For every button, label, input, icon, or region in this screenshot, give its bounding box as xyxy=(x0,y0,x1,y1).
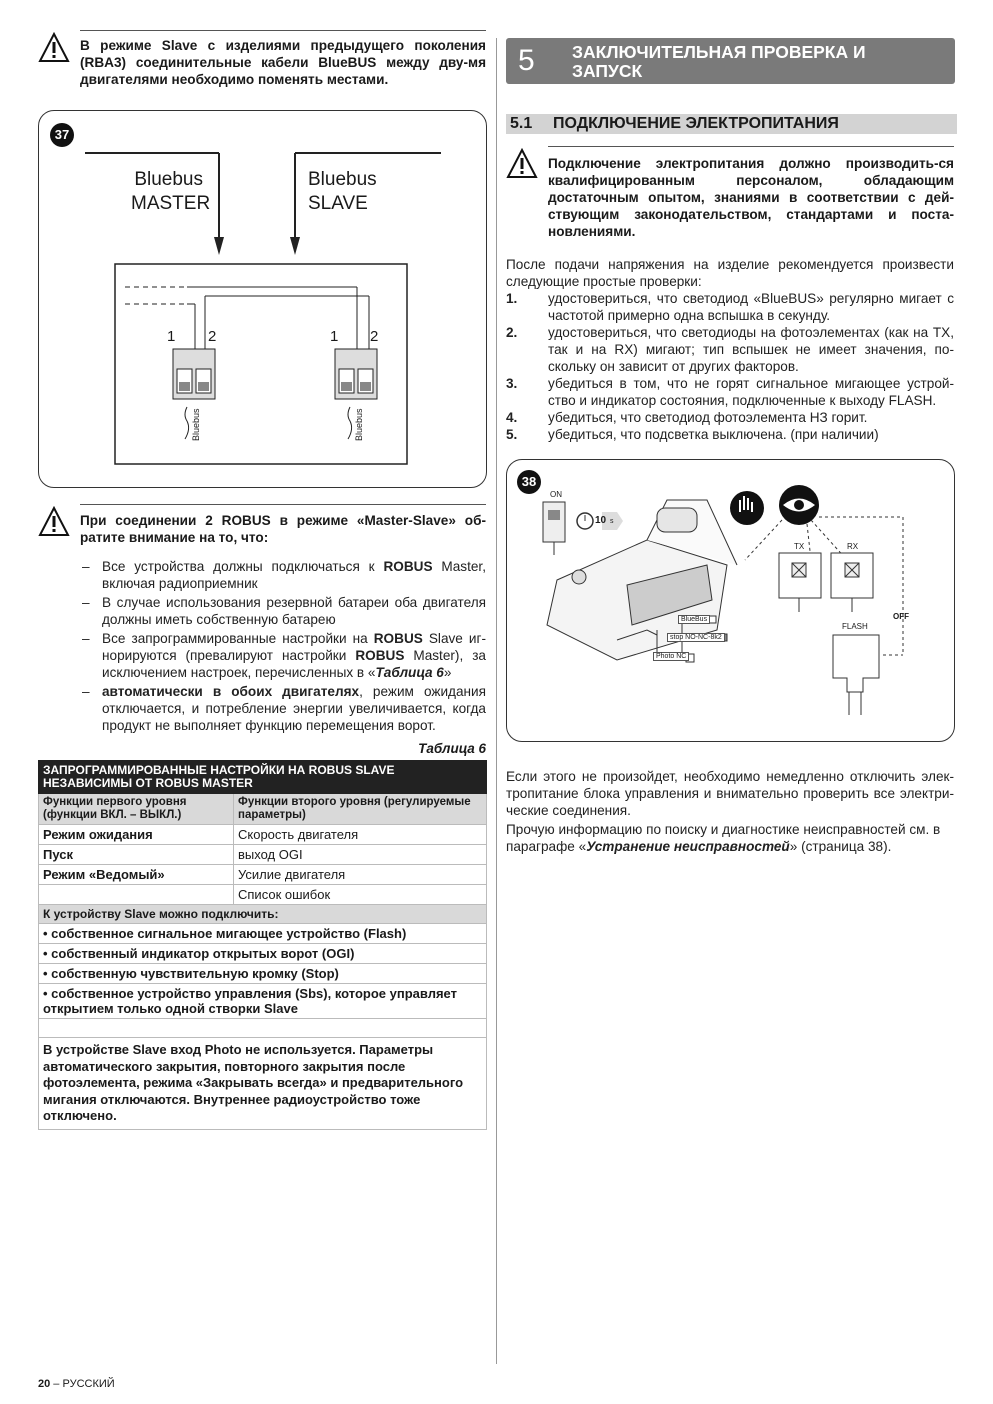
step-text: убедиться, что светодиод фотоэлемента НЗ горит. xyxy=(548,410,868,425)
table-cell: Список ошибок xyxy=(234,885,487,905)
table-row xyxy=(39,865,487,885)
table-6 xyxy=(38,760,487,1130)
startup-check-illustration xyxy=(507,460,954,741)
figure-number-badge: 37 xyxy=(50,123,74,147)
list-item xyxy=(80,630,486,681)
master-label-line1: Bluebus xyxy=(134,169,203,190)
bullet-text: Все устройства должны подключаться к xyxy=(102,559,384,574)
connect-item: • собственный индикатор открытых ворот (OGI) xyxy=(39,944,487,964)
warning-rba3-text: В режиме Slave с изделиями предыдущего поколения (RBA3) соединительные кабели BlueBUS между дву-мя двигателями необходимо поменять местами. xyxy=(80,38,486,87)
bluebus-led-label: BlueBus xyxy=(678,615,710,624)
table-caption: Таблица 6 xyxy=(418,741,486,756)
reference-text: Прочую информацию по поиску и диагностике неисправностей см. в параграфе « xyxy=(506,822,941,854)
list-item xyxy=(506,324,954,375)
list-item xyxy=(80,594,486,628)
connect-item: • собственное устройство управления (Sbs), которое управляет открытием только одной створки Slave xyxy=(39,984,487,1019)
figure-number-badge: 38 xyxy=(517,470,541,494)
connect-item: • собственное сигнальное мигающее устройство (Flash) xyxy=(39,924,487,944)
warning-icon xyxy=(38,32,70,64)
warning-master-slave-text: При соединении 2 ROBUS в режиме «Master-Slave» об-ратите внимание на то, что: xyxy=(80,513,486,545)
spacer-row xyxy=(39,1019,487,1038)
step-text: убедиться, что подсветка выключена. (при наличии) xyxy=(548,427,879,442)
bullet-text: , режим ожидания отключается, и потребление энергии увеличивается, когда продукт не выполняет функцию перемещения ворот. xyxy=(102,684,486,733)
terminal-2-label-slave: 2 xyxy=(370,328,379,345)
step-text: удостовериться, что светодиод «BlueBUS» регулярно мигает с частотой примерно одна вспышка в секунду. xyxy=(548,291,954,323)
bullet-bold: автоматически в обоих двигателях xyxy=(102,684,360,699)
master-label-line2: MASTER xyxy=(131,193,211,214)
bullet-text: В случае использования резервной батареи оба двигателя должны иметь собственную батарею xyxy=(102,595,486,627)
slave-note: В устройстве Slave вход Photo не используется. Параметры автоматического закрытия, повторного закрытия после фотоэлемента, режима «Закрывать всегда» и предварительного мигания отключаются. Внутреннее радиоустройство тоже отключено. xyxy=(39,1038,487,1130)
connect-item: • собственную чувствительную кромку (Stop) xyxy=(39,964,487,984)
slave-label-line1: Bluebus xyxy=(308,169,377,190)
checks-list xyxy=(506,290,954,443)
table-reference: Таблица 6 xyxy=(375,665,444,680)
table-row xyxy=(39,825,487,845)
bullet-text: Все запрограммированные настройки на xyxy=(102,631,374,646)
bullet-bold: ROBUS xyxy=(383,559,433,574)
step-number: 2. xyxy=(506,325,518,340)
table-cell: Режим ожидания xyxy=(39,825,234,845)
slave-label-line2: SLAVE xyxy=(308,193,368,214)
section-5-header xyxy=(506,38,955,84)
top-rule-left xyxy=(80,30,486,31)
checks-intro: После подачи напряжения на изделие рекомендуется произвести следующие простые проверки: xyxy=(506,257,954,289)
list-item xyxy=(506,426,954,443)
step-text: убедиться в том, что не горят сигнальное мигающее устрой-ство и индикатор состояния, подключенные к выходу FLASH. xyxy=(548,376,954,408)
on-label: ON xyxy=(550,490,562,499)
page-language: – РУССКИЙ xyxy=(50,1378,115,1390)
bullet-text: Master, включая радиоприемник xyxy=(102,559,486,591)
table-row xyxy=(39,885,487,905)
page-footer xyxy=(38,1378,115,1390)
timer-unit: s xyxy=(610,518,614,525)
bullet-text: » xyxy=(443,665,452,680)
page-number: 20 xyxy=(38,1378,51,1390)
column-divider xyxy=(496,38,497,1364)
subsection-title: ПОДКЛЮЧЕНИЕ ЭЛЕКТРОПИТАНИЯ xyxy=(553,115,839,132)
terminal-1-label: 1 xyxy=(167,328,176,345)
table-cell: Пуск xyxy=(39,845,234,865)
master-label xyxy=(131,168,211,216)
table-cell: выход OGI xyxy=(234,845,487,865)
list-item xyxy=(506,290,954,324)
step-text: удостовериться, что светодиоды на фотоэлементах (как на TX, так и на RX) мигают; тип вспышек не имеет значения, по-скольку он зависит от других факторов. xyxy=(548,325,954,374)
step-number: 3. xyxy=(506,376,518,391)
photo-led-label: Photo NC xyxy=(653,652,689,661)
step-number: 1. xyxy=(506,291,518,306)
list-item xyxy=(506,409,954,426)
failure-advice: Если этого не произойдет, необходимо немедленно отключить элек-тропитание блока управления и внимательно проверить все электри-ческие соединения. xyxy=(506,769,954,818)
table-cell: Усилие двигателя xyxy=(234,865,487,885)
bullet-bold: ROBUS xyxy=(355,648,405,663)
subsection-number: 5.1 xyxy=(510,115,533,132)
slave-label xyxy=(308,168,377,216)
connect-header: К устройству Slave можно подключить: xyxy=(39,905,487,924)
table-title: ЗАПРОГРАММИРОВАННЫЕ НАСТРОЙКИ НА ROBUS SLAVE НЕЗАВИСИМЫ ОТ ROBUS MASTER xyxy=(39,761,487,794)
timer-value: 10 xyxy=(595,515,607,526)
master-slave-notes xyxy=(80,558,486,736)
figure-38 xyxy=(506,459,955,742)
flash-label: FLASH xyxy=(842,622,868,631)
power-warning-text: Подключение электропитания должно производить-ся квалифицированным персоналом, обладающим достаточным опытом, знаниями в соответствии с дей-ствующим законодательством, стандартами и поста-новлениями. xyxy=(548,156,954,239)
subsection-5-1-header xyxy=(506,114,957,134)
list-item xyxy=(80,683,486,734)
terminal-1-label-slave: 1 xyxy=(330,328,339,345)
section-number: 5 xyxy=(518,44,535,77)
tx-label: TX xyxy=(794,542,805,551)
power-warning-rule xyxy=(548,146,954,147)
stop-led-label: stop NO-NC-8k2 xyxy=(667,633,725,642)
bullet-text: Slave иг-норируются (превалируют настройки xyxy=(102,631,486,663)
bullet-bold: ROBUS xyxy=(373,631,423,646)
wiring-diagram xyxy=(39,111,486,487)
troubleshooting-reference xyxy=(506,821,954,855)
table-cell xyxy=(39,885,234,905)
bus-label-slave: Bluebus xyxy=(354,408,364,441)
terminal-2-label: 2 xyxy=(208,328,217,345)
step-number: 5. xyxy=(506,427,518,442)
warning-icon xyxy=(38,506,70,538)
table-cell: Скорость двигателя xyxy=(234,825,487,845)
list-item xyxy=(506,375,954,409)
off-label: OFF xyxy=(893,612,909,621)
warning-icon xyxy=(506,148,538,180)
list-item xyxy=(80,558,486,592)
table-row xyxy=(39,845,487,865)
bullet-text: Master), за исключением настроек, перечисленных в « xyxy=(102,648,486,680)
figure-37 xyxy=(38,110,487,488)
reference-text: » (страница 38). xyxy=(789,839,892,854)
section-title: ЗАКЛЮЧИТЕЛЬНАЯ ПРОВЕРКА И ЗАПУСК xyxy=(572,42,866,81)
bus-label-master: Bluebus xyxy=(191,408,201,441)
table-col2-header: Функции второго уровня (регулируемые параметры) xyxy=(234,794,487,825)
table-cell: Режим «Ведомый» xyxy=(39,865,234,885)
table-col1-header: Функции первого уровня (функции ВКЛ. – ВЫКЛ.) xyxy=(39,794,234,825)
troubleshooting-link[interactable]: Устранение неисправностей xyxy=(586,839,790,854)
warning2-rule xyxy=(80,504,486,505)
rx-label: RX xyxy=(847,542,859,551)
step-number: 4. xyxy=(506,410,518,425)
